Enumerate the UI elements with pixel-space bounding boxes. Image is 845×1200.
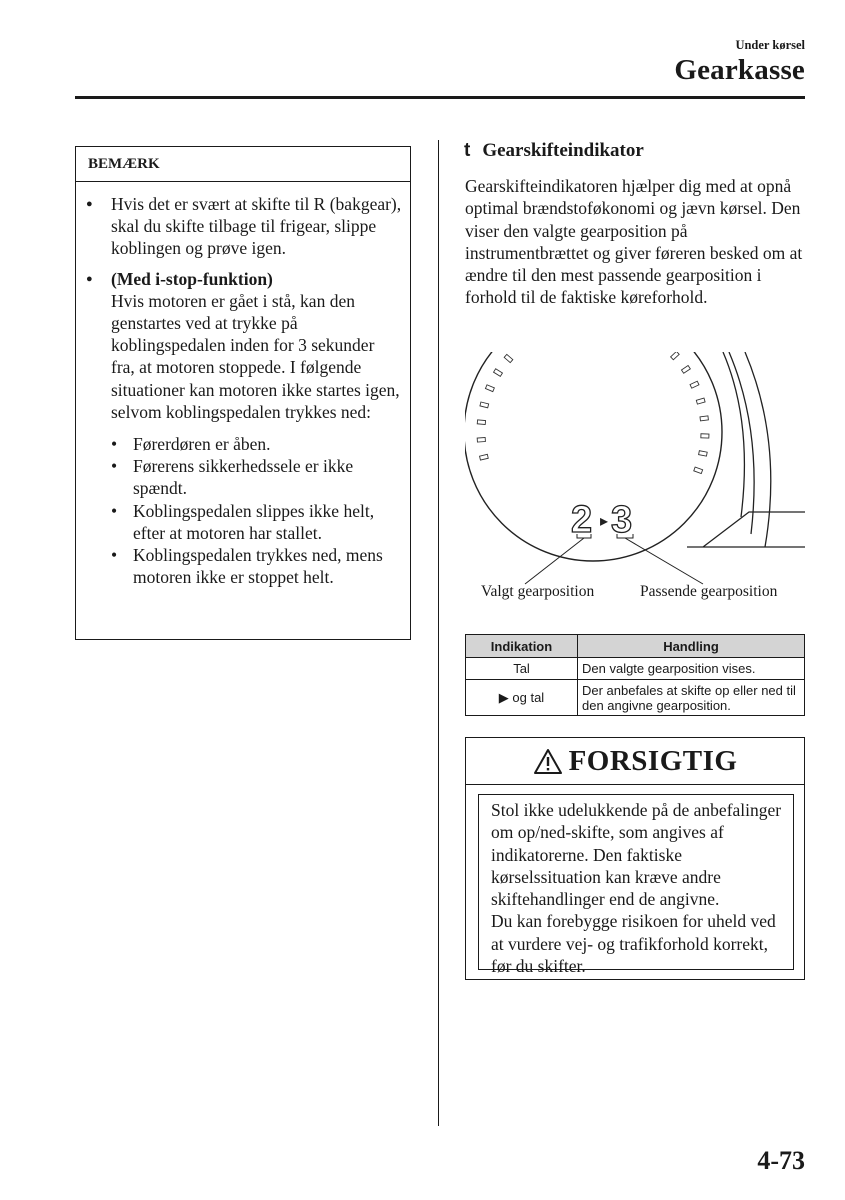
note-item-text: Hvis det er svært at skifte til R (bakgear), skal du skifte tilbage til frigear, slippe koblingen og prøve igen. — [111, 194, 402, 259]
caution-header — [466, 738, 804, 785]
note-item-reverse — [76, 193, 410, 260]
side-gauge-arc — [745, 352, 771, 547]
note-list — [76, 182, 410, 588]
gauge-tick — [477, 438, 485, 443]
gauge-tick — [696, 398, 705, 404]
gauge-tick — [699, 451, 708, 456]
indicator-table — [465, 634, 805, 716]
gauge-illustration — [465, 352, 805, 607]
table-cell: Tal — [466, 658, 578, 680]
gauge-tick — [700, 416, 708, 421]
column-header-indication: Indikation — [466, 635, 578, 658]
note-box — [75, 146, 411, 640]
column-divider — [438, 140, 439, 1126]
restart-conditions-list — [111, 433, 402, 588]
caution-body — [478, 794, 794, 977]
gauge-tick — [671, 352, 680, 360]
gauge-drawing — [465, 352, 805, 607]
table-cell: Der anbefales at skifte op eller ned til den angivne gearposition. — [578, 680, 805, 716]
gauge-tick — [690, 381, 699, 388]
selected-gear-digit: 2 — [571, 499, 593, 541]
gauge-outer-ring — [465, 352, 722, 561]
page-title: Gearkasse — [674, 54, 805, 86]
gauge-tick — [485, 385, 494, 392]
shift-arrow-icon: ▸ — [600, 511, 609, 530]
caution-paragraph: Stol ikke udelukkende på de anbefalinger om op/ned-skifte, som angives af indikatorerne. Den faktiske kørselssituation kan kræve andre skiftehandlinger end de angivne. — [491, 800, 782, 910]
caution-box — [465, 737, 805, 980]
leader-line-selected — [525, 534, 591, 584]
list-item: • Førerdøren er åben. — [111, 433, 402, 455]
side-gauge-arc — [723, 352, 744, 517]
gauge-tick — [494, 369, 503, 377]
note-item-text: Hvis motoren er gået i stå, kan den genstartes ved at trykke på koblingspedalen inden for 3 sekunder fra, at motoren stoppede. I følgende situationer kan motoren ikke startes igen, selvom koblingspedalen trykkes ned: — [111, 290, 400, 422]
recommended-gear-digit: 3 — [611, 499, 633, 541]
label-selected-gear: Valgt gearposition — [481, 583, 595, 600]
dashboard-panel-edge — [687, 512, 805, 547]
table-cell: Den valgte gearposition vises. — [578, 658, 805, 680]
list-item: • Koblingspedalen trykkes ned, mens motoren ikke er stoppet helt. — [111, 544, 402, 588]
caution-title: FORSIGTIG — [568, 744, 738, 777]
note-item-title: ● (Med i-stop-funktion) — [111, 268, 273, 289]
table-row — [466, 658, 805, 680]
label-recommended-gear: Passende gearposition — [640, 583, 778, 600]
section-label: Under kørsel — [735, 38, 805, 52]
gauge-tick — [701, 434, 709, 438]
list-item: • Koblingspedalen slippes ikke helt, efter at motoren har stallet. — [111, 500, 402, 544]
warning-triangle-icon — [533, 748, 563, 775]
gauge-tick — [504, 354, 513, 362]
gauge-tick — [480, 402, 489, 408]
table-row — [466, 680, 805, 716]
list-item: • Førerens sikkerhedssele er ikke spændt. — [111, 455, 402, 499]
gauge-tick — [681, 366, 690, 374]
table-cell: ▶ og tal — [466, 680, 578, 716]
column-header-action: Handling — [578, 635, 805, 658]
note-item-istop — [76, 268, 410, 589]
gauge-tick — [477, 420, 485, 425]
section-heading-text: Gearskifteindikator — [482, 140, 644, 161]
section-body: Gearskifteindikatoren hjælper dig med at opnå optimal brændstoføkonomi og jævn kørsel. Den viser den valgte gearposition på instrumentbrættet og giver føreren besked om at ændre til den mest passende gearposition i forhold til de faktiske køreforhold. — [465, 176, 803, 308]
gauge-ticks — [477, 352, 709, 474]
note-title: BEMÆRK — [76, 147, 410, 182]
header-rule — [75, 96, 805, 99]
section-marker: t — [464, 140, 471, 161]
gauge-tick — [694, 467, 703, 473]
section-heading — [464, 140, 644, 162]
caution-paragraph: Du kan forebygge risikoen for uheld ved at vurdere vej- og trafikforhold korrekt, før du skifter. — [491, 911, 776, 977]
table-header-row — [466, 635, 805, 658]
gauge-tick — [480, 454, 489, 460]
page-number: 4-73 — [757, 1146, 805, 1175]
